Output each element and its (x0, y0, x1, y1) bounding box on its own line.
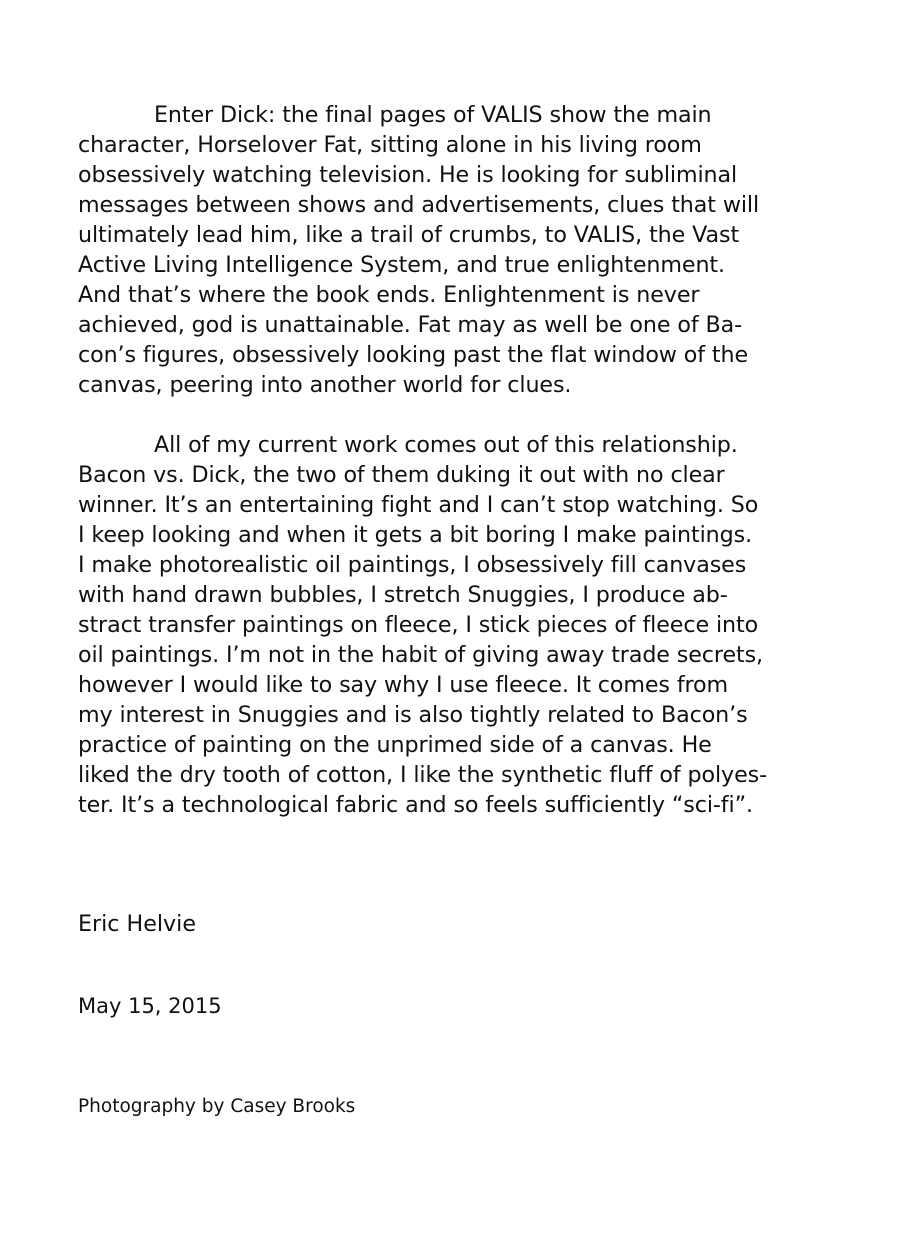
paragraph-line: my interest in Snuggies and is also tightly related to Bacon’s (78, 702, 748, 728)
paragraph-line: practice of painting on the unprimed side of a canvas. He (78, 732, 712, 758)
paragraph-line: Active Living Intelligence System, and true enlightenment. (78, 252, 725, 278)
paragraph-line: oil paintings. I’m not in the habit of giving away trade secrets, (78, 642, 764, 668)
paragraph-line: with hand drawn bubbles, I stretch Snuggies, I produce ab- (78, 582, 728, 608)
paragraph-line: liked the dry tooth of cotton, I like the synthetic fluff of polyes- (78, 762, 767, 788)
paragraph-line: stract transfer paintings on fleece, I stick pieces of fleece into (78, 612, 759, 638)
paragraph-2 (78, 430, 828, 820)
photo-credit: Photography by Casey Brooks (78, 1096, 356, 1117)
paragraph-line: con’s figures, obsessively looking past the flat window of the (78, 342, 749, 368)
paragraph-line: Bacon vs. Dick, the two of them duking it out with no clear (78, 462, 725, 488)
paragraph-line: I keep looking and when it gets a bit boring I make paintings. (78, 522, 753, 548)
paragraph-line: messages between shows and advertisements, clues that will (78, 192, 760, 218)
paragraph-line: canvas, peering into another world for clues. (78, 372, 572, 398)
paragraph-line: ultimately lead him, like a trail of crumbs, to VALIS, the Vast (78, 222, 740, 248)
paragraph-line: however I would like to say why I use fleece. It comes from (78, 672, 729, 698)
paragraph-line: All of my current work comes out of this relationship. (154, 432, 738, 458)
date: May 15, 2015 (78, 994, 222, 1018)
author-name: Eric Helvie (78, 911, 197, 937)
paragraph-line: winner. It’s an entertaining fight and I can’t stop watching. So (78, 492, 759, 518)
paragraph-line: achieved, god is unattainable. Fat may as well be one of Ba- (78, 312, 743, 338)
paragraph-line: Enter Dick: the final pages of VALIS show the main (154, 102, 712, 128)
paragraph-line: And that’s where the book ends. Enlightenment is never (78, 282, 700, 308)
paragraph-line: ter. It’s a technological fabric and so feels sufficiently “sci-fi”. (78, 792, 753, 818)
paragraph-line: I make photorealistic oil paintings, I obsessively fill canvases (78, 552, 747, 578)
paragraph-line: obsessively watching television. He is looking for subliminal (78, 162, 738, 188)
paragraph-line: character, Horselover Fat, sitting alone in his living room (78, 132, 702, 158)
paragraph-1 (78, 100, 828, 400)
